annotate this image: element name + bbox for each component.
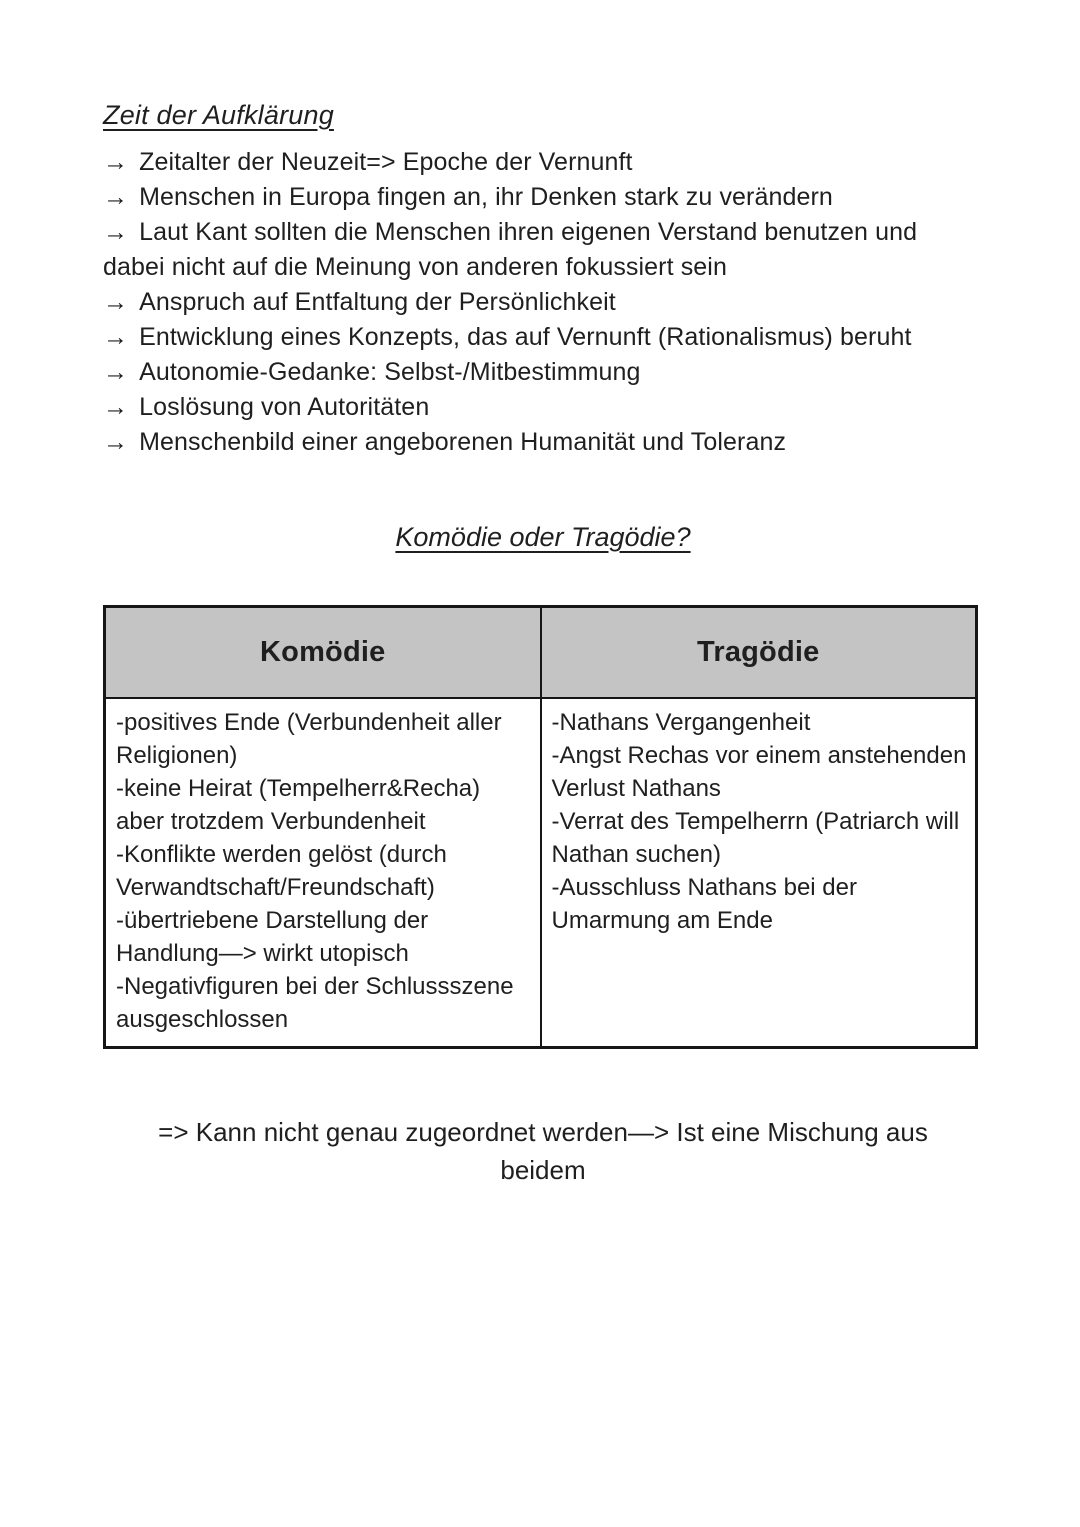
- section-title-komoedie-oder-tragoedie: [103, 522, 983, 553]
- bullet-item: [103, 215, 983, 285]
- aufklaerung-bullet-list: [103, 145, 983, 460]
- arrow-bullet-icon: →: [103, 323, 129, 351]
- bullet-text: Zeitalter der Neuzeit=> Epoche der Vernunft: [139, 148, 633, 176]
- table-cell-item: -übertriebene Darstellung der Handlung—> wirkt utopisch: [116, 907, 429, 967]
- section-title-aufklaerung: Zeit der Aufklärung: [103, 100, 334, 130]
- conclusion-section: [103, 1113, 983, 1189]
- table-cell-item: -Negativfiguren bei der Schlussszene ausgeschlossen: [116, 973, 514, 1033]
- bullet-text: Menschenbild einer angeborenen Humanität und Toleranz: [139, 428, 787, 456]
- bullet-text: Entwicklung eines Konzepts, das auf Vernunft (Rationalismus) beruht: [139, 323, 912, 351]
- komoedie-cell: [105, 698, 541, 1048]
- bullet-item: [103, 180, 983, 215]
- table-header-komoedie: Komödie: [105, 607, 541, 699]
- comparison-table: [103, 605, 978, 1049]
- conclusion-text: => Kann nicht genau zugeordnet werden—> Ist eine Mischung aus beidem: [158, 1117, 928, 1185]
- bullet-text: Laut Kant sollten die Menschen ihren eigenen Verstand benutzen und dabei nicht auf die Meinung von anderen fokussiert sein: [103, 218, 918, 281]
- table-cell-item: -Konflikte werden gelöst (durch Verwandtschaft/Freundschaft): [116, 841, 447, 901]
- bullet-item: [103, 320, 983, 355]
- table-header-row: [105, 607, 977, 699]
- bullet-item: [103, 355, 983, 390]
- arrow-bullet-icon: →: [103, 393, 129, 421]
- tragoedie-cell: [541, 698, 977, 1048]
- arrow-bullet-icon: →: [103, 358, 129, 386]
- table-cell-item: -Nathans Vergangenheit: [551, 709, 811, 736]
- table-cell-item: -positives Ende (Verbundenheit aller Religionen): [116, 709, 502, 769]
- bullet-text: Menschen in Europa fingen an, ihr Denken stark zu verändern: [139, 183, 833, 211]
- arrow-bullet-icon: →: [103, 428, 129, 456]
- bullet-item: [103, 285, 983, 320]
- table-cell-item: -keine Heirat (Tempelherr&Recha) aber trotzdem Verbundenheit: [116, 775, 481, 835]
- bullet-item: [103, 145, 983, 180]
- table-body-row: [105, 698, 977, 1048]
- table-header-tragoedie: Tragödie: [541, 607, 977, 699]
- table-cell-item: -Verrat des Tempelherrn (Patriarch will Nathan suchen): [551, 808, 960, 868]
- table-cell-item: -Ausschluss Nathans bei der Umarmung am Ende: [551, 874, 857, 934]
- arrow-bullet-icon: →: [103, 218, 129, 246]
- section-title-text: Komödie oder Tragödie?: [395, 522, 691, 552]
- bullet-item: [103, 425, 983, 460]
- bullet-text: Autonomie-Gedanke: Selbst-/Mitbestimmung: [139, 358, 641, 386]
- table-cell-item: -Angst Rechas vor einem anstehenden Verlust Nathans: [551, 742, 967, 802]
- arrow-bullet-icon: →: [103, 288, 129, 316]
- bullet-text: Loslösung von Autoritäten: [139, 393, 430, 421]
- bullet-item: [103, 390, 983, 425]
- arrow-bullet-icon: →: [103, 183, 129, 211]
- bullet-text: Anspruch auf Entfaltung der Persönlichkeit: [139, 288, 616, 316]
- arrow-bullet-icon: →: [103, 148, 129, 176]
